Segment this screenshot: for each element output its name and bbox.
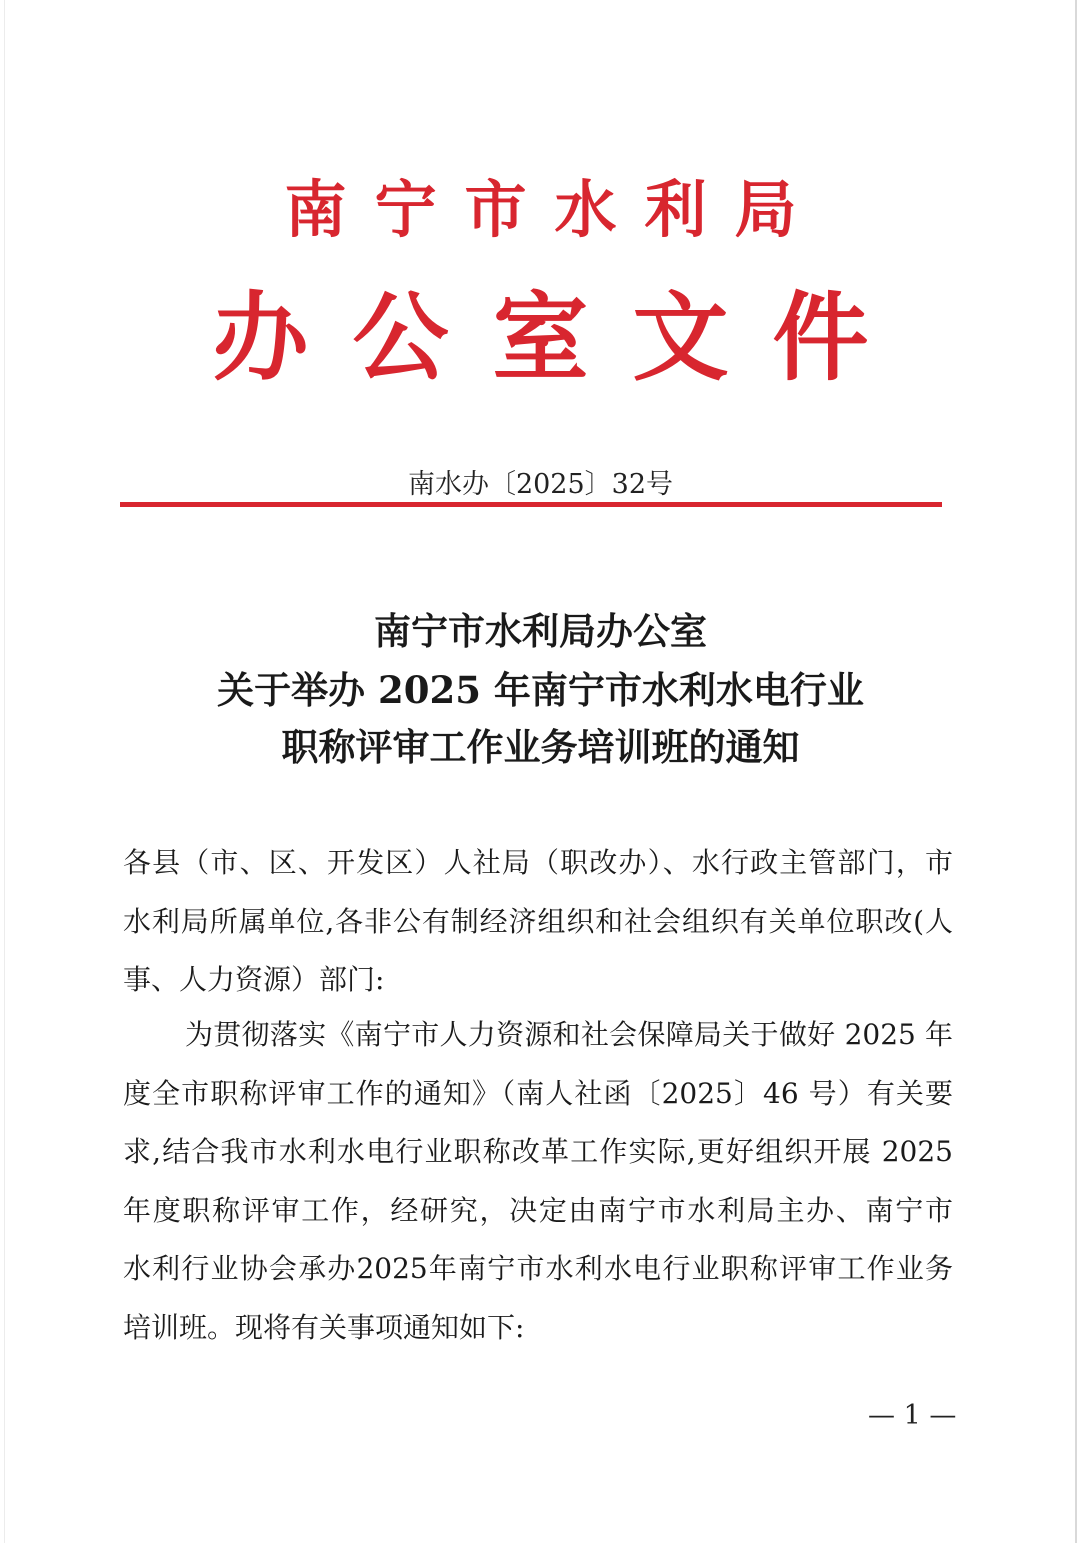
addressee-block [123, 834, 953, 1010]
paragraph-line: 求,结合我市水利水电行业职称改革工作实际,更好组织开展 2025 [123, 1135, 953, 1168]
notice-title-line-2: 关于举办 2025 年南宁市水利水电行业 [217, 668, 864, 712]
notice-title-line-1: 南宁市水利局办公室 [374, 609, 707, 653]
paragraph-line: 水利行业协会承办2025年南宁市水利水电行业职称评审工作业务 [123, 1252, 953, 1285]
addressee-line: 事、人力资源）部门: [123, 963, 385, 996]
paragraph-line: 度全市职称评审工作的通知》（南人社函〔2025〕46 号）有关要 [123, 1076, 953, 1110]
paragraph-line: 年度职称评审工作，经研究，决定由南宁市水利局主办、南宁市 [123, 1193, 953, 1227]
document-number: 南水办〔2025〕32号 [407, 469, 674, 500]
red-separator-rule [120, 502, 942, 507]
notice-title-line-3: 职称评审工作业务培训班的通知 [281, 725, 800, 769]
document-type-header: 办公室文件 [212, 281, 913, 394]
page-number: — 1 — [868, 1400, 957, 1431]
body-paragraph [123, 1006, 953, 1357]
addressee-line: 水利局所属单位,各非公有制经济组织和社会组织有关单位职改(人 [123, 904, 953, 938]
paragraph-line: 培训班。现将有关事项通知如下: [123, 1310, 525, 1344]
addressee-line: 各县（市、区、开发区）人社局（职改办）、水行政主管部门，市 [123, 846, 953, 879]
issuer-header: 南宁市水利局 [284, 173, 825, 246]
paragraph-line: 为贯彻落实《南宁市人力资源和社会保障局关于做好 2025 年 [185, 1018, 953, 1051]
